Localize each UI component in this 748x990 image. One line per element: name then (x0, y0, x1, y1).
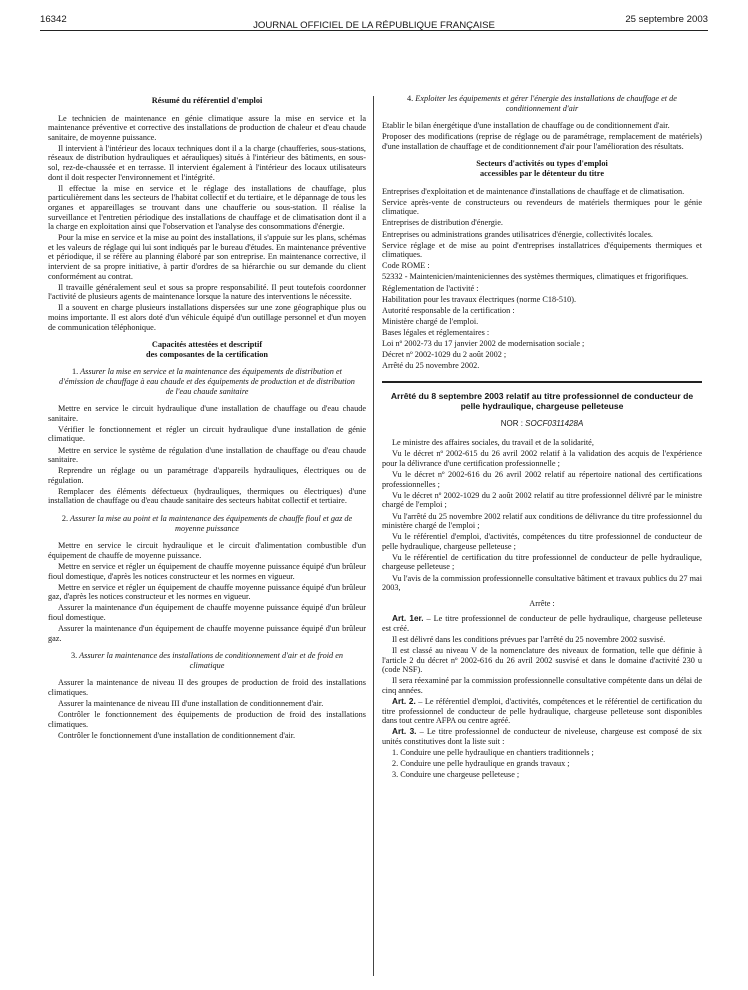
section-number: 1. (72, 367, 79, 377)
list-item: Mettre en service le circuit hydraulique d'une installation de chauffage ou d'eau chaude sanitaire. (48, 404, 366, 423)
article-list-item: 2. Conduire une pelle hydraulique en grands travaux ; (392, 759, 570, 769)
vu-item: Vu le référentiel d'emploi, d'activités, compétences du titre professionnel de conducteur de pelle hydraulique, chargeuse pelleteuse ; (382, 532, 702, 551)
nor-label: NOR : (500, 418, 523, 428)
section-title-text: Assurer la mise en service et la maintenance des équipements de distribution et d'émission de chauffage à eau chaude et des équipements de production et de distribution de l'eau chaude sanitaire (59, 367, 355, 396)
bases-item: Arrêté du 25 novembre 2002. (382, 361, 480, 371)
list-item: Contrôler le fonctionnement d'une installation de conditionnement d'air. (58, 730, 296, 740)
section-number: 3. (70, 651, 78, 661)
section-title-text: Exploiter les équipements et gérer l'énergie des installations de chauffage et de conditionnement d'air (415, 94, 677, 113)
section-1-title (48, 367, 366, 396)
list-item: Entreprises d'exploitation et de maintenance d'installations de chauffage et de climatisation. (382, 186, 685, 196)
list-item: Assurer la maintenance de niveau II des groupes de production de froid des installations climatiques. (48, 678, 366, 697)
list-item: Mettre en service et régler un équipement de chauffe moyenne puissance équipé d'un brûleur fioul domestique, d'après les notices constructeur et les normes en vigueur. (48, 561, 366, 581)
bases-item: Loi nº 2002-73 du 17 janvier 2002 de modernisation sociale ; (382, 338, 585, 348)
section-3-title (48, 651, 366, 670)
section-number: 4. (407, 94, 414, 103)
vu-item: Vu l'arrêté du 25 novembre 2002 relatif aux conditions de délivrance du titre professionnel du ministère chargé de l'emploi ; (382, 511, 702, 531)
section-rule (382, 381, 702, 383)
nor-code: SOCF0311428A (525, 418, 584, 428)
list-item: Mettre en service et régler un équipement de chauffe moyenne puissance équipé d'un brûleur gaz, d'après les notices constructeur et les normes en vigueur. (48, 582, 366, 602)
article-paragraph: Il est classé au niveau V de la nomenclature des niveaux de formation, telle que définie à l'article 2 du décret nº 2002-616 du 26 avril 2002 susvisé et dans le domaine d'activité 230 u (code NSF). (382, 646, 702, 675)
article-1-text: – Le titre professionnel de conducteur de pelle hydraulique, chargeuse pelleteuse est créé. (382, 614, 702, 633)
nor-reference (382, 419, 702, 429)
header-rule (40, 30, 708, 31)
section-title-text: Assurer la maintenance des installations de conditionnement d'air et de froid en climatique (79, 651, 344, 670)
article-list-item: 1. Conduire une pelle hydraulique en chantiers traditionnels ; (392, 748, 594, 758)
arrete-title: Arrêté du 8 septembre 2003 relatif au titre professionnel de conducteur de pelle hydraulique, chargeuse pelleteuse (390, 390, 694, 411)
ministre-line: Le ministre des affaires sociales, du travail et de la solidarité, (392, 438, 594, 448)
paragraph: Il effectue la mise en service et le réglage des installations de chauffage, plus particulièrement dans les secteurs de l'habitat collectif et du tertiaire, et le dépannage de tous les organes et appareillages se trouvant dans une chaufferie ou sous-station. Il réalise la surveillance et l'entretien périodique des installations de chauffage et de climatisation dont il a la charge en exploitation ainsi que l'observation et l'analyse des consommations d'énergie. (48, 183, 366, 232)
right-column (382, 92, 702, 781)
paragraph: Pour la mise en service et la mise au point des installations, il s'appuie sur les plans, schémas et les valeurs de réglage qui lui sont indiqués par le bureau d'études. En maintenance préventive et périodique, il se réfère au planning élaboré par son entreprise. En maintenance corrective, il intervient de sa propre initiative, à partir d'ordres de sa hiérarchie ou sur demande du client conformément au contrat. (48, 233, 366, 281)
list-item: Vérifier le fonctionnement et régler un circuit hydraulique d'une installation de génie climatique. (48, 424, 366, 444)
vu-item: Vu l'avis de la commission professionnelle consultative bâtiment et travaux publics du 27 mai 2003, (382, 573, 702, 593)
secteurs-title (382, 159, 702, 178)
section-number: 2. (61, 514, 69, 524)
capacites-title-line-1: Capacités attestées et descriptif (151, 340, 263, 350)
code-rome-label: Code ROME : (382, 261, 430, 271)
list-item: Proposer des modifications (reprise de réglage ou de paramétrage, remplacement de matériels) d'une installation de chauffage et de conditionnement d'air pour l'amélioration des résultats. (382, 132, 702, 151)
section-2-title (48, 514, 366, 533)
secteurs-title-line-1: Secteurs d'activités ou types d'emploi (476, 159, 608, 169)
paragraph: Le technicien de maintenance en génie climatique assure la mise en service et la maintenance préventive et corrective des installations de production de chaleur et d'eau chaude sanitaire, de moyenne puissance. (48, 113, 366, 142)
list-item: Service réglage et de mise au point d'entreprises installatrices d'équipements thermiques et climatiques. (382, 240, 702, 260)
paragraph: Il intervient à l'intérieur des locaux techniques dont il a la charge (chaufferies, sous-stations, réseaux de distribution hydrauliques et aérauliques) situés à l'intérieur des bâtiments, en sous-sol, rez-de-chaussée et en terrasse. Il intervient également à l'intérieur des locaux utilisateurs dont il doit respecter l'environnement et l'intégrité. (48, 143, 366, 182)
left-column (48, 92, 366, 742)
list-item: Reprendre un réglage ou un paramétrage d'appareils hydrauliques, électriques ou de régulation. (48, 466, 366, 485)
habilitation-text: Habilitation pour les travaux électriques (norme C18-510). (382, 294, 577, 304)
secteurs-title-line-2: accessibles par le détenteur du titre (480, 169, 604, 179)
list-item: Assurer la maintenance d'un équipement de chauffe moyenne puissance équipé d'un brûleur fioul domestique. (48, 603, 366, 622)
list-item: Contrôler le fonctionnement des équipements de production de froid des installations climatiques. (48, 710, 366, 729)
article-1-label: Art. 1er. (392, 614, 424, 624)
article-3 (382, 727, 702, 746)
list-item: Mettre en service le système de régulation d'une installation de chauffage ou d'eau chaude sanitaire. (48, 445, 366, 465)
column-divider (373, 96, 374, 976)
list-item: Entreprises de distribution d'énergie. (382, 218, 503, 228)
arrete-verb: Arrête : (529, 598, 555, 608)
resume-title: Résumé du référentiel d'emploi (151, 96, 263, 105)
article-2 (382, 697, 702, 726)
vu-item: Vu le décret nº 2002-1029 du 2 août 2002 relatif au titre professionnel délivré par le ministre chargé de l'emploi ; (382, 490, 702, 510)
vu-item: Vu le décret nº 2002-615 du 26 avril 2002 relatif à la validation des acquis de l'expérience pour la délivrance d'une certification professionnelle ; (382, 449, 702, 469)
article-list-item: 3. Conduire une chargeuse pelleteuse ; (392, 770, 520, 780)
capacites-title-line-2: des composantes de la certification (146, 349, 268, 359)
list-item: Mettre en service le circuit hydraulique et le circuit d'alimentation combustible d'un équipement de chauffe de moyenne puissance. (48, 541, 366, 560)
vu-item: Vu le référentiel de certification du titre professionnel de conducteur de pelle hydraulique, chargeuse pelleteuse ; (382, 552, 702, 572)
paragraph: Il travaille généralement seul et sous sa propre responsabilité. Il peut toutefois coordonner l'activité de plusieurs agents de maintenance lorsque la nature des interventions le nécessite. (48, 282, 366, 302)
article-paragraph: Il est délivré dans les conditions prévues par l'arrêté du 25 novembre 2002 susvisé. (392, 635, 666, 645)
list-item: Entreprises ou administrations grandes utilisatrices d'énergie, collectivités locales. (382, 229, 653, 239)
code-rome-value: 52332 - Maintenicien/mainteniciennes des systèmes thermiques, climatiques et frigorifiques. (382, 272, 689, 282)
list-item: Etablir le bilan énergétique d'une installation de chauffage ou de conditionnement d'air. (382, 121, 670, 131)
publication-date: 25 septembre 2003 (625, 14, 708, 25)
list-item: Service après-vente de constructeurs ou revendeurs de matériels thermiques pour le génie climatique. (382, 197, 702, 217)
capacites-title (48, 340, 366, 359)
autorite-label: Autorité responsable de la certification : (382, 305, 515, 315)
article-3-label: Art. 3. (392, 727, 417, 737)
page-header (40, 14, 708, 30)
paragraph: Il a souvent en charge plusieurs installations dispersées sur une zone géographique plus ou moins importante. Il est alors doté d'un véhicule équipé d'un outillage personnel et d'un moyen de communication téléphonique. (48, 303, 366, 332)
list-item: Assurer la maintenance d'un équipement de chauffe moyenne puissance équipé d'un brûleur gaz. (48, 624, 366, 643)
article-3-text: – Le titre professionnel de conducteur de niveleuse, chargeuse est composé de six unités constitutives dont la liste suit : (382, 727, 702, 746)
autorite-value: Ministère chargé de l'emploi. (382, 316, 479, 326)
article-2-text: – Le référentiel d'emploi, d'activités, compétences et le référentiel de certification du titre professionnel de conducteur de pelle hydraulique, chargeuse pelleteuse sont disponibles dans tout centre AFPA ou centre agréé. (382, 697, 702, 726)
article-1 (382, 614, 702, 633)
section-4-title (382, 94, 702, 113)
list-item: Assurer la maintenance de niveau III d'une installation de conditionnement d'air. (58, 699, 324, 709)
vu-item: Vu le décret nº 2002-616 du 26 avril 2002 relatif au répertoire national des certifications professionnelles ; (382, 470, 702, 489)
article-2-label: Art. 2. (392, 697, 416, 707)
journal-title: JOURNAL OFFICIEL DE LA RÉPUBLIQUE FRANÇAISE (253, 20, 495, 31)
bases-label: Bases légales et réglementaires : (382, 327, 490, 337)
page-number: 16342 (40, 14, 67, 25)
section-title-text: Assurer la mise au point et la maintenance des équipements de chauffe fioul et gaz de moyenne puissance (69, 514, 353, 533)
reglementation-label: Réglementation de l'activité : (382, 283, 479, 293)
bases-item: Décret nº 2002-1029 du 2 août 2002 ; (382, 350, 507, 360)
list-item: Remplacer des éléments défectueux (hydrauliques, thermiques ou électriques) d'une installation de chauffage ou d'eau chaude sanitaire des secteurs habitat collectif et tertiaire. (48, 486, 366, 506)
article-paragraph: Il sera réexaminé par la commission professionnelle consultative compétente dans un délai de cinq années. (382, 676, 702, 695)
